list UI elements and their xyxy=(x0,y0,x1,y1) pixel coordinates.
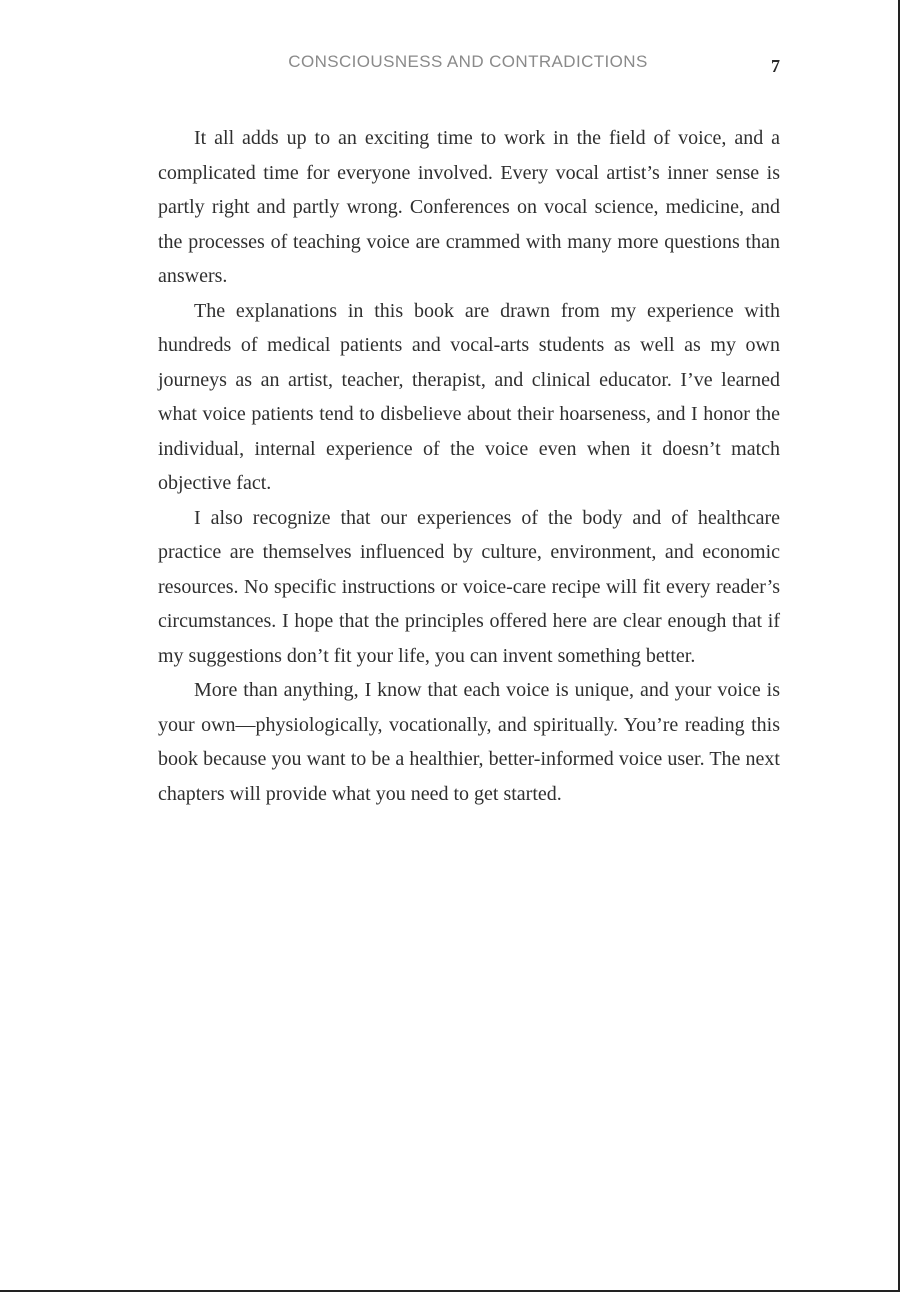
body-text xyxy=(158,121,780,811)
page-number: 7 xyxy=(771,56,780,76)
paragraph: It all adds up to an exciting time to work in the field of voice, and a complicated time for everyone involved. Every vocal artist’s inner sense is partly right and partly wrong. Conferences on vocal science, medicine, and the processes of teaching voice are crammed with many more questions than answers. xyxy=(158,127,780,287)
paragraph: The explanations in this book are drawn from my experience with hundreds of medical patients and vocal-arts students as well as my own journeys as an artist, teacher, therapist, and clinical educator. I’ve learned what voice patients tend to disbelieve about their hoarseness, and I honor the individual, internal experience of the voice even when it doesn’t match objective fact. xyxy=(158,299,780,494)
paragraph: More than anything, I know that each voice is unique, and your voice is your own—physiologically, vocationally, and spiritually. You’re reading this book because you want to be a healthier, better-informed voice user. The next chapters will provide what you need to get started. xyxy=(158,679,780,805)
paragraph: I also recognize that our experiences of the body and of healthcare practice are themselves influenced by culture, environment, and economic resources. No specific instructions or voice-care recipe will fit every reader’s circumstances. I hope that the principles offered here are clear enough that if my suggestions don’t fit your life, you can invent something better. xyxy=(158,506,780,667)
running-header xyxy=(158,50,780,80)
running-title: CONSCIOUSNESS AND CONTRADICTIONS xyxy=(288,52,648,71)
